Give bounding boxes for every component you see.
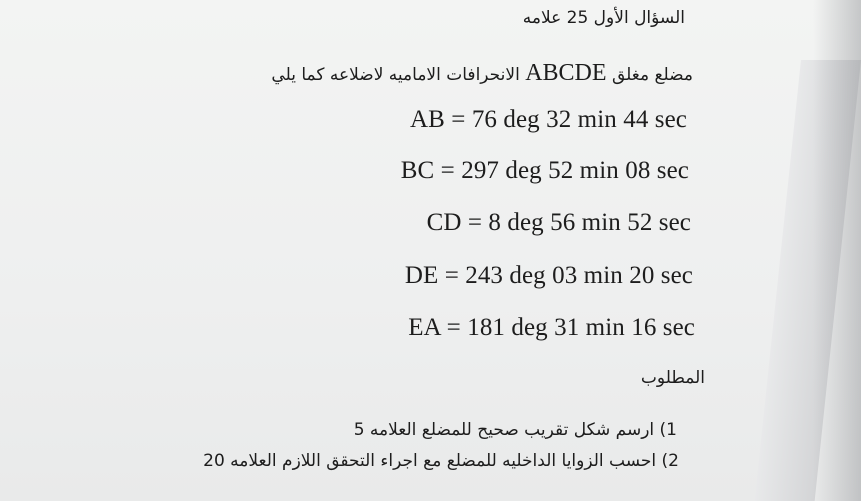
bearing-bc: BC = 297 deg 52 min 08 sec <box>400 157 689 184</box>
page-shadow <box>813 0 861 501</box>
requirement-2: 2) احسب الزوايا الداخليه للمضلع مع اجراء التحقق اللازم العلامه 20 <box>203 451 679 471</box>
bearing-cd: CD = 8 deg 56 min 52 sec <box>426 209 691 236</box>
requirement-1: 1) ارسم شكل تقريب صحيح للمضلع العلامه 5 <box>353 420 677 440</box>
intro-before: مضلع مغلق <box>606 65 693 85</box>
bearing-ab: AB = 76 deg 32 min 44 sec <box>410 106 687 133</box>
bearing-ea: EA = 181 deg 31 min 16 sec <box>408 314 695 341</box>
intro-after: الانحرافات الاماميه لاضلاعه كما يلي <box>271 65 526 85</box>
required-heading: المطلوب <box>640 368 705 388</box>
polygon-name: ABCDE <box>525 60 607 86</box>
bearing-de: DE = 243 deg 03 min 20 sec <box>404 262 693 289</box>
polygon-intro <box>271 60 693 87</box>
question-title: السؤال الأول 25 علامه <box>522 8 685 28</box>
